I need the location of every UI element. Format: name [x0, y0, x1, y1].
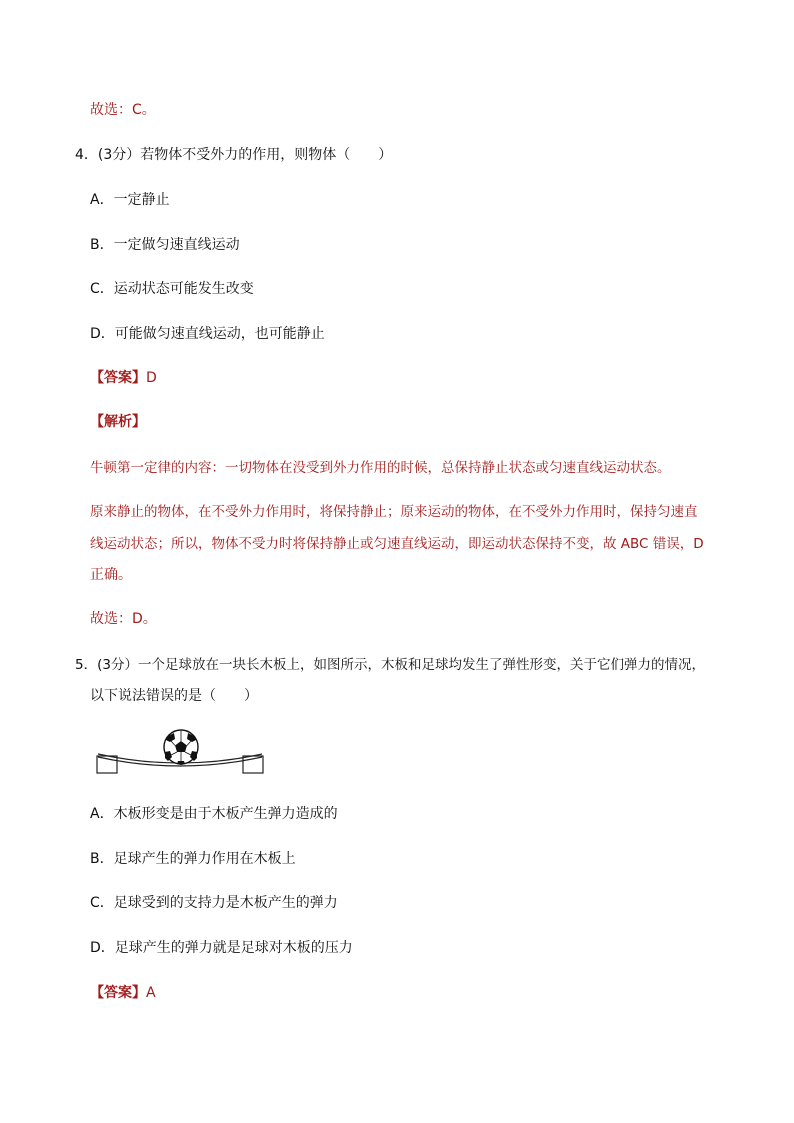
football-icon: [164, 730, 198, 765]
q4-analysis-line-1: 牛顿第一定律的内容：一切物体在没受到外力作用的时候，总保持静止状态或匀速直线运动状态。: [90, 460, 671, 476]
answer-value: A: [146, 985, 156, 1001]
q5-stem-line-2: 以下说法错误的是（ ）: [90, 688, 258, 704]
q5-option-a: A．木板形变是由于木板产生弹力造成的: [90, 806, 338, 822]
q5-option-c: C．足球受到的支持力是木板产生的弹力: [90, 895, 338, 911]
answer-label: 【答案】: [90, 370, 146, 386]
q4-option-b: B．一定做匀速直线运动: [90, 237, 240, 253]
answer-value: D: [146, 370, 157, 386]
q4-analysis-line-3: 线运动状态；所以，物体不受力时将保持静止或匀速直线运动，即运动状态保持不变，故 ABC 错误，D: [90, 536, 704, 552]
prev-choice-text: 故选：C。: [90, 102, 156, 118]
q4-option-c: C．运动状态可能发生改变: [90, 281, 254, 297]
q4-option-d: D．可能做匀速直线运动，也可能静止: [90, 326, 325, 342]
football-on-plank-figure: [95, 728, 265, 776]
q4-stem: 4．(3分）若物体不受外力的作用，则物体（ ）: [75, 147, 393, 163]
q5-option-b: B．足球产生的弹力作用在木板上: [90, 851, 296, 867]
answer-label: 【答案】: [90, 985, 146, 1001]
q4-analysis-line-2: 原来静止的物体，在不受外力作用时，将保持静止；原来运动的物体，在不受外力作用时，保持匀速直: [90, 504, 698, 520]
q5-answer: [90, 983, 156, 1003]
q4-answer: [90, 368, 157, 388]
q5-option-d: D．足球产生的弹力就是足球对木板的压力: [90, 940, 353, 956]
q4-option-a: A．一定静止: [90, 192, 170, 208]
q4-analysis-line-4: 正确。: [90, 567, 132, 583]
q4-choice-text: 故选：D。: [90, 611, 157, 627]
q4-analysis-label: 【解析】: [90, 414, 146, 430]
q5-stem-line-1: 5．(3分）一个足球放在一块长木板上，如图所示，木板和足球均发生了弹性形变，关于它们弹力的情况，: [75, 657, 705, 673]
